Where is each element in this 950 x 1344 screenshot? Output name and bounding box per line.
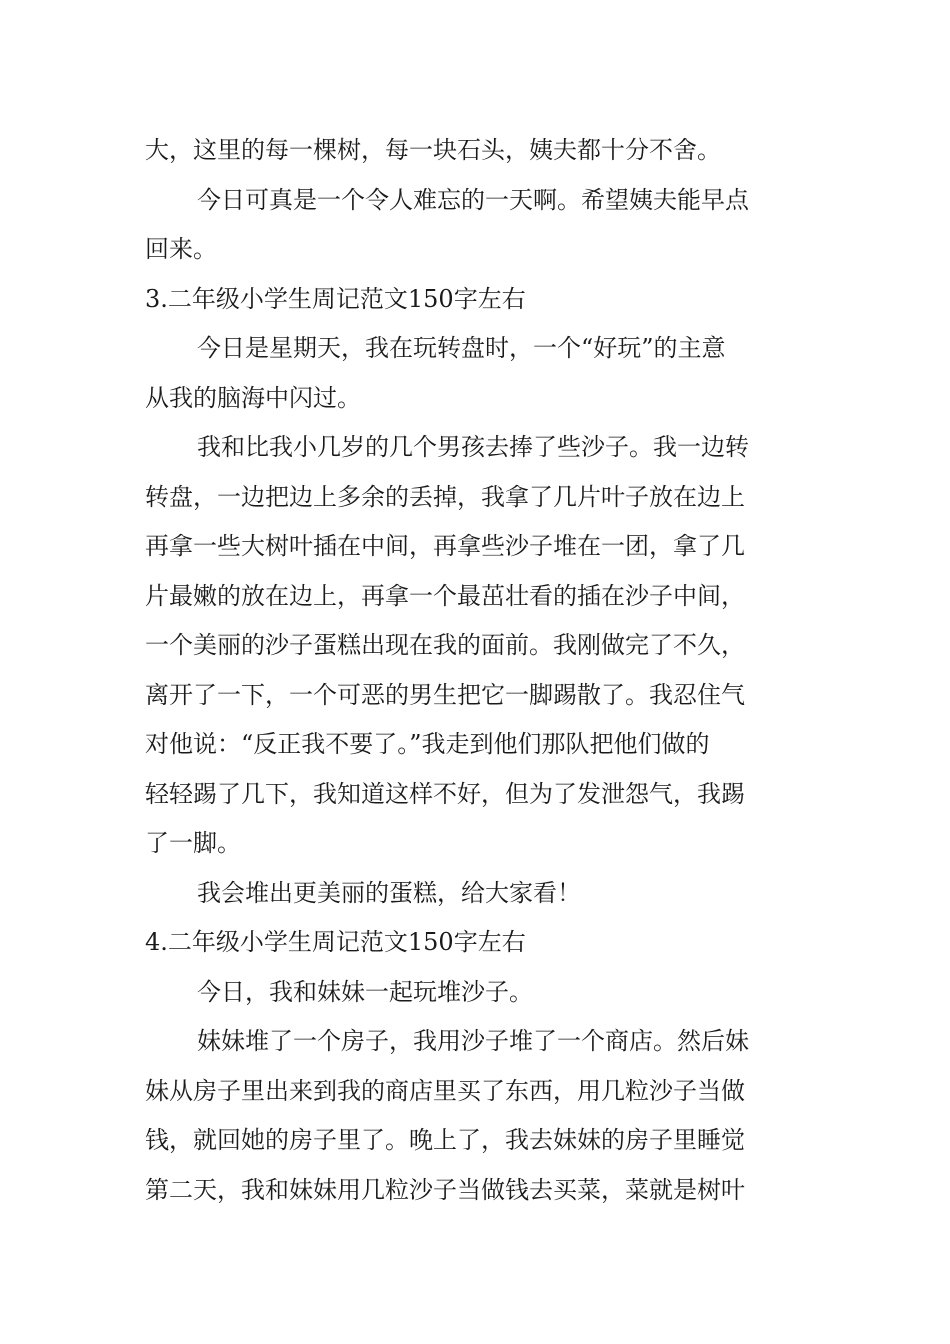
paragraph-start-line: 妹妹堆了一个房子，我用沙子堆了一个商店。然后妹: [197, 1027, 749, 1055]
document-body: [145, 126, 810, 1215]
text-line: 回来。: [145, 235, 217, 263]
paragraph-start-line: 今日是星期天，我在玩转盘时，一个“好玩”的主意: [197, 334, 726, 362]
text-line: 离开了一下，一个可恶的男生把它一脚踢散了。我忍住气: [145, 680, 745, 709]
paragraph-start-line: 我和比我小几岁的几个男孩去捧了些沙子。我一边转: [197, 433, 749, 461]
section-heading-3: 3.二年级小学生周记范文150字左右: [145, 284, 526, 313]
text-line: 第二天，我和妹妹用几粒沙子当做钱去买菜，菜就是树叶: [145, 1175, 745, 1204]
paragraph-start-line: 我会堆出更美丽的蛋糕，给大家看！: [197, 878, 581, 907]
text-line: 片最嫩的放在边上，再拿一个最茁壮看的插在沙子中间，: [145, 581, 745, 610]
paragraph-start-line: 今日可真是一个令人难忘的一天啊。希望姨夫能早点: [197, 185, 749, 214]
text-line: 钱，就回她的房子里了。晚上了，我去妹妹的房子里睡觉: [145, 1126, 745, 1154]
text-line: 对他说：“反正我不要了。”我走到他们那队把他们做的: [145, 730, 710, 758]
text-line: 转盘，一边把边上多余的丢掉，我拿了几片叶子放在边上: [145, 482, 745, 511]
text-line: 一个美丽的沙子蛋糕出现在我的面前。我刚做完了不久，: [145, 631, 745, 659]
text-line: 从我的脑海中闪过。: [145, 383, 361, 412]
paragraph-start-line: 今日，我和妹妹一起玩堆沙子。: [197, 977, 533, 1006]
text-line: 轻轻踢了几下，我知道这样不好，但为了发泄怨气，我踢: [145, 779, 745, 808]
text-line: 再拿一些大树叶插在中间，再拿些沙子堆在一团，拿了几: [145, 532, 745, 560]
text-line: 妹从房子里出来到我的商店里买了东西，用几粒沙子当做: [145, 1076, 745, 1105]
text-line: 大，这里的每一棵树，每一块石头，姨夫都十分不舍。: [145, 136, 721, 164]
text-line: 了一脚。: [145, 829, 241, 857]
section-heading-4: 4.二年级小学生周记范文150字左右: [145, 928, 526, 956]
